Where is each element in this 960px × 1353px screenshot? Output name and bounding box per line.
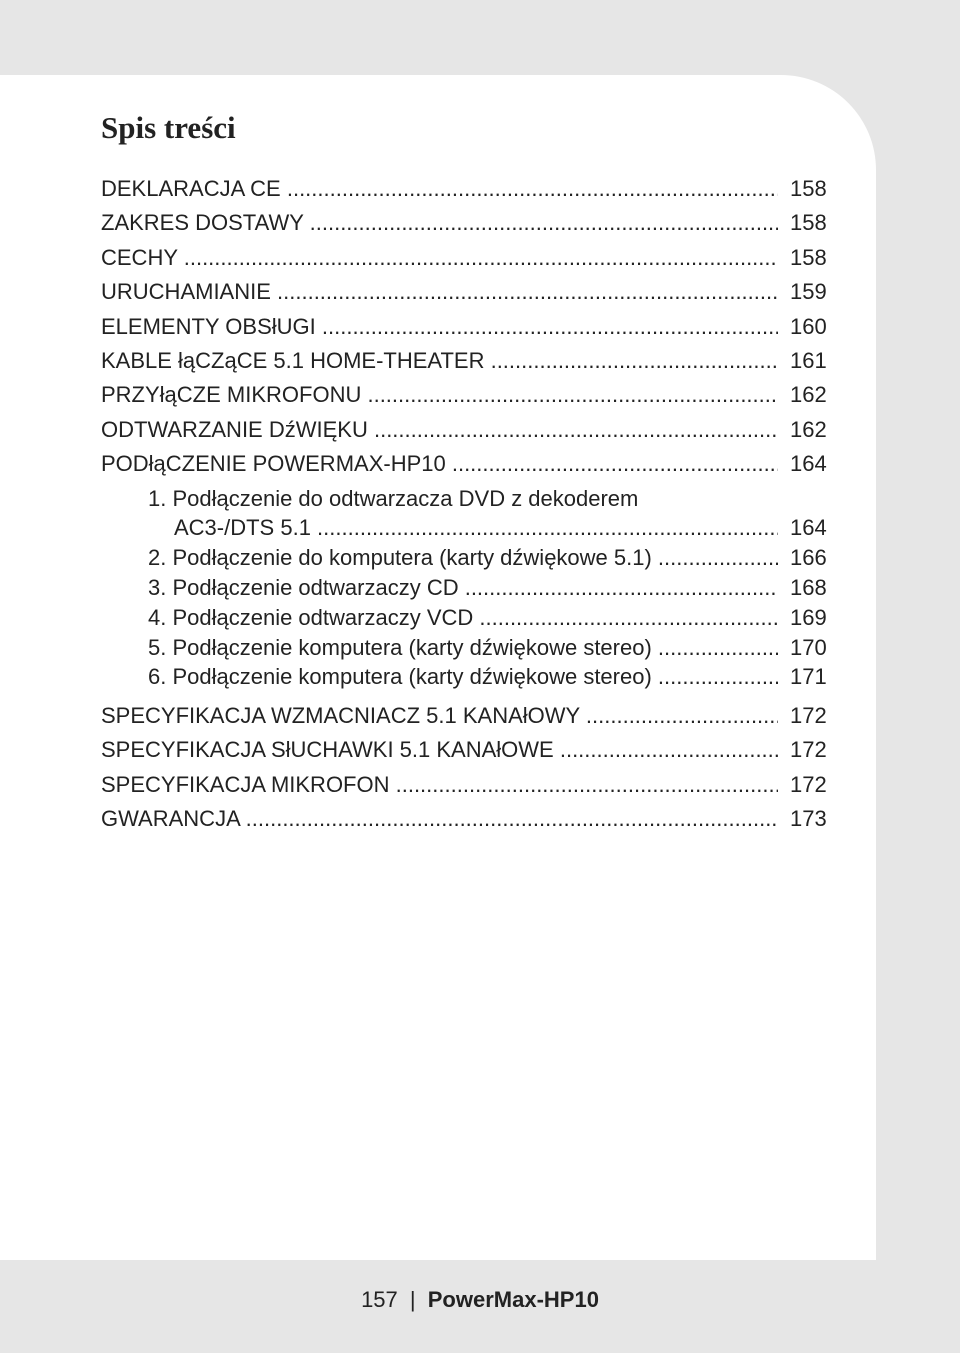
toc-entry-label: SPECYFIKACJA SłUCHAWKI 5.1 KANAłOWE ..... <box>101 735 778 765</box>
toc-entry[interactable] <box>0 543 840 573</box>
toc-entry-page-number: 173 <box>790 806 827 831</box>
toc-entry-page-number: 158 <box>790 176 827 201</box>
toc-entry-label: 2. Podłączenie do komputera (karty dźwiękowe 5.1) ..... <box>148 543 778 573</box>
toc-entry-label: 3. Podłączenie odtwarzaczy CD ..... <box>148 573 778 603</box>
toc-entry-label: ODTWARZANIE DźWIĘKU ..... <box>101 415 778 445</box>
toc-entry-page-number: 159 <box>790 279 827 304</box>
toc-entry[interactable] <box>0 633 840 663</box>
toc-entry-label: GWARANCJA ..... <box>101 804 778 834</box>
toc-entry-page-number: 158 <box>790 210 827 235</box>
toc-entry-page-number: 158 <box>790 245 827 270</box>
footer-separator: | <box>409 1287 416 1312</box>
toc-entry-label: URUCHAMIANIE ..... <box>101 277 778 307</box>
toc-entry[interactable] <box>0 603 840 633</box>
toc-entry[interactable] <box>0 346 840 376</box>
toc-entry-label: SPECYFIKACJA WZMACNIACZ 5.1 KANAłOWY ..... <box>101 701 778 731</box>
toc-entry-label: 4. Podłączenie odtwarzaczy VCD ..... <box>148 603 778 633</box>
toc-entry-label: ZAKRES DOSTAWY ..... <box>101 208 778 238</box>
toc-entry[interactable] <box>0 243 840 273</box>
toc-entry[interactable] <box>0 735 840 765</box>
toc-title: Spis treści <box>101 110 236 145</box>
toc-entry-page-number: 172 <box>790 703 827 728</box>
toc-entry-page-number: 162 <box>790 417 827 442</box>
toc-entry[interactable] <box>0 312 840 342</box>
toc-entry-page-number: 162 <box>790 382 827 407</box>
footer-page-number: 157 <box>361 1287 398 1312</box>
toc-entry-label: PODłąCZENIE POWERMAX-HP10 ..... <box>101 449 778 479</box>
toc-entry-label: PRZYłąCZE MIKROFONU ..... <box>101 380 778 410</box>
toc-entry-label: ELEMENTY OBSłUGI ..... <box>101 312 778 342</box>
toc-entry-label: 6. Podłączenie komputera (karty dźwiękowe stereo) ..... <box>148 662 778 692</box>
toc-entry-page-number: 170 <box>790 635 827 660</box>
toc-entry[interactable] <box>0 573 840 603</box>
footer-product-name: PowerMax-HP10 <box>427 1287 599 1312</box>
right-margin-band <box>876 75 960 1260</box>
toc-entry[interactable] <box>0 208 840 238</box>
toc-entry-page-number: 171 <box>790 664 827 689</box>
toc-entry-page-number: 164 <box>790 515 827 540</box>
toc-entry-page-number: 161 <box>790 348 827 373</box>
toc-entry[interactable] <box>0 662 840 692</box>
toc-entry[interactable] <box>0 174 840 204</box>
toc-entry-page-number: 164 <box>790 451 827 476</box>
toc-entry-label: 1. Podłączenie do odtwarzacza DVD z dekoderem <box>148 486 639 511</box>
toc-entry[interactable] <box>0 415 840 445</box>
toc-entry-label: KABLE łąCZąCE 5.1 HOME-THEATER ..... <box>101 346 778 376</box>
toc-entry-page-number: 172 <box>790 737 827 762</box>
toc-entry[interactable] <box>0 513 840 543</box>
toc-entry-label: 5. Podłączenie komputera (karty dźwiękowe stereo) ..... <box>148 633 778 663</box>
toc-entry-label: SPECYFIKACJA MIKROFON ..... <box>101 770 778 800</box>
toc-entry-page-number: 160 <box>790 314 827 339</box>
toc-entry-page-number: 172 <box>790 772 827 797</box>
toc-entry-label: CECHY ..... <box>101 243 778 273</box>
toc-entry-page-number: 166 <box>790 545 827 570</box>
toc-entry[interactable] <box>0 770 840 800</box>
toc-entry[interactable] <box>0 484 840 514</box>
toc-entry[interactable] <box>0 804 840 834</box>
toc-entry[interactable] <box>0 701 840 731</box>
page-footer <box>0 1285 960 1315</box>
toc-entry[interactable] <box>0 277 840 307</box>
toc-entry-page-number: 169 <box>790 605 827 630</box>
toc-entry-label: DEKLARACJA CE ..... <box>101 174 778 204</box>
toc-entry-page-number: 168 <box>790 575 827 600</box>
toc-entry-label: AC3-/DTS 5.1 ..... <box>174 513 778 543</box>
toc-entry[interactable] <box>0 380 840 410</box>
toc-entry[interactable] <box>0 449 840 479</box>
